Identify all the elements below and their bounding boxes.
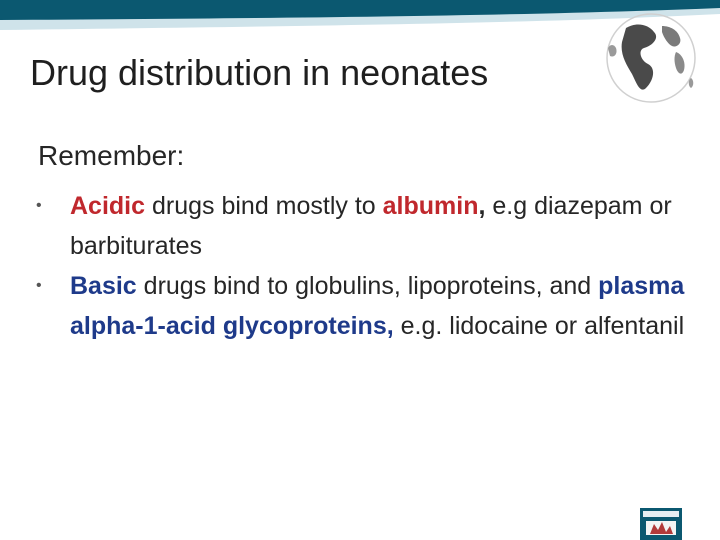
bullet-dot-icon: • — [36, 197, 42, 214]
intro-label: Remember: — [38, 140, 185, 171]
slide-title: Drug distribution in neonates — [30, 52, 489, 93]
bullet-comma: , — [478, 192, 486, 220]
bullet-text: e.g. lidocaine or alfentanil — [393, 312, 685, 340]
bullet-item-basic — [36, 266, 696, 346]
globe-icon — [596, 8, 706, 108]
bullet-dot-icon: • — [36, 277, 42, 294]
bullet-text: drugs bind to globulins, lipoproteins, and — [136, 272, 599, 300]
bullet-item-acidic — [36, 186, 696, 266]
glycoprotein-term: plasma alpha-1-acid glycoproteins, — [70, 272, 685, 340]
acidic-term: Acidic — [70, 192, 146, 220]
basic-term: Basic — [70, 272, 137, 300]
bullet-list — [36, 186, 696, 346]
organization-logo — [640, 508, 682, 540]
albumin-term: albumin — [382, 192, 479, 220]
bullet-text: drugs bind mostly to — [145, 192, 383, 220]
bullet-text: e.g diazepam or barbiturates — [70, 192, 672, 260]
